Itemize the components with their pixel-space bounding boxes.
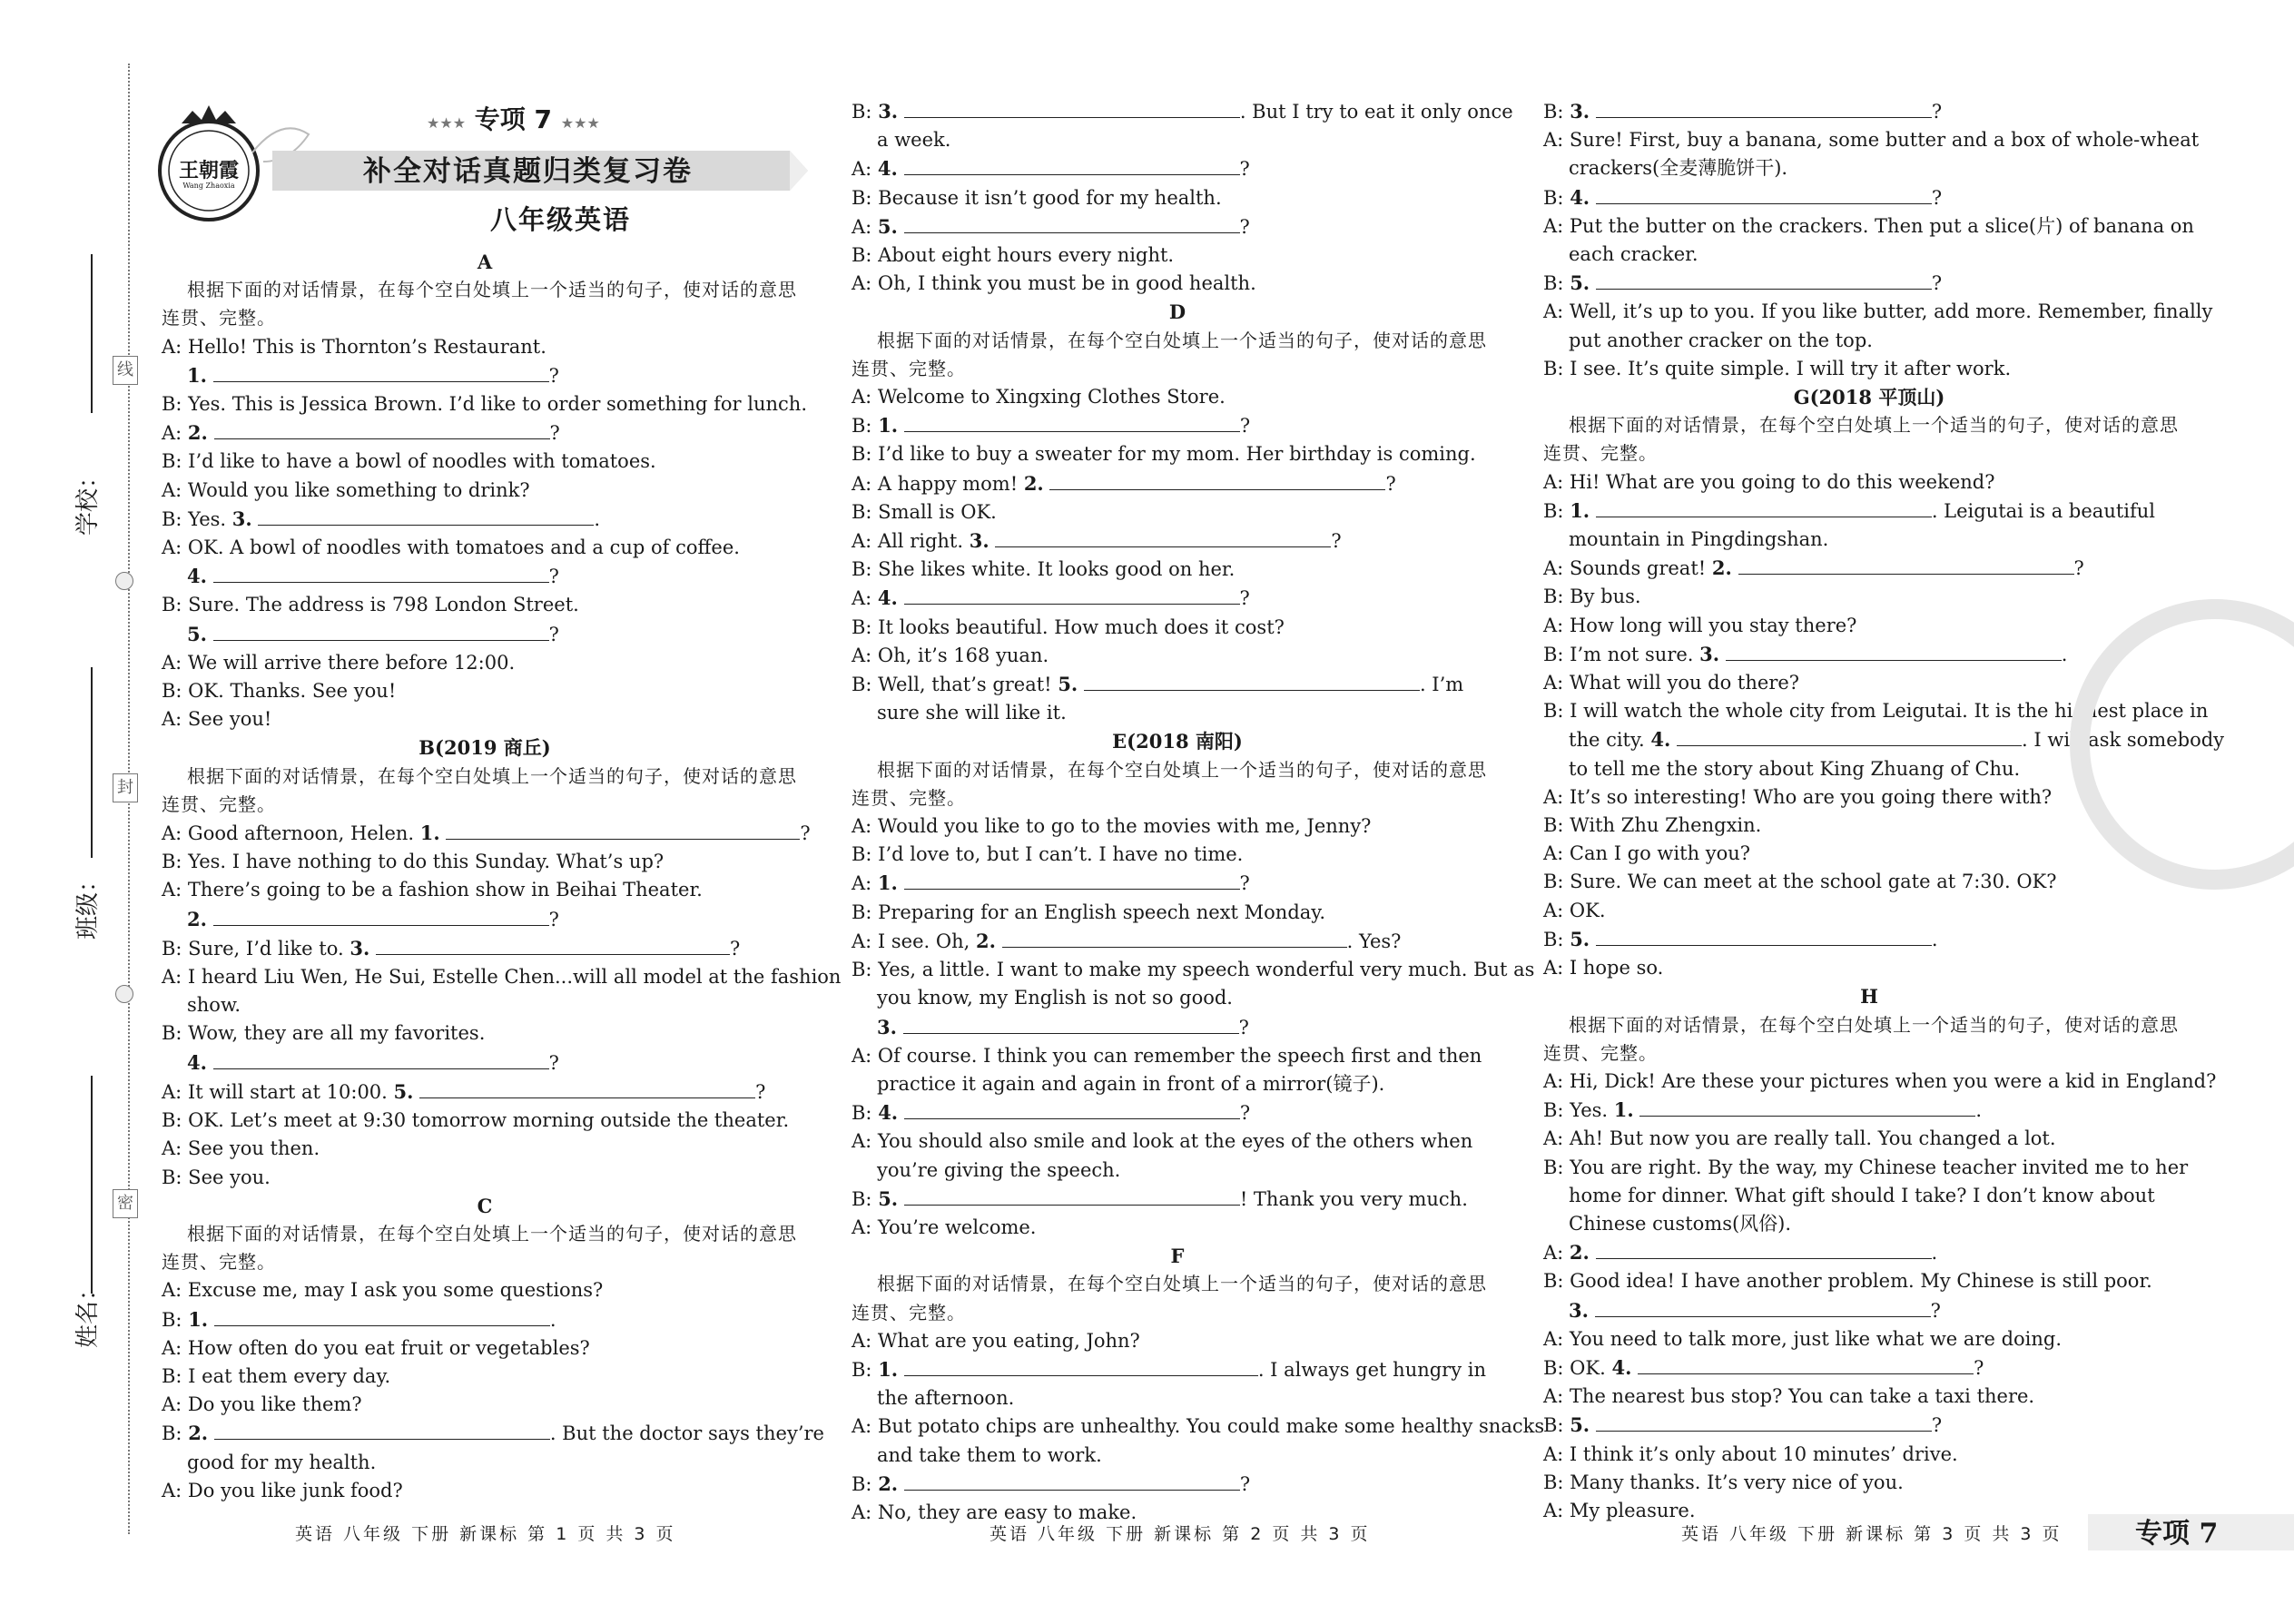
blank-line: B: Yes. 1. . xyxy=(1543,1096,2195,1125)
blank-line: B: 3. . But I try to eat it only once xyxy=(852,97,1503,126)
answer-blank[interactable] xyxy=(1596,1411,1932,1432)
dialog-line: B: Preparing for an English speech next Monday. xyxy=(852,901,1326,923)
dialog-line: A: Ah! But now you are really tall. You changed a lot. xyxy=(1543,1127,2056,1150)
blank-line: B: 3. ? xyxy=(1543,97,2195,126)
answer-blank[interactable] xyxy=(213,1048,549,1069)
dialog-line: A: Would you like something to drink? xyxy=(162,478,530,501)
answer-blank[interactable] xyxy=(214,418,550,439)
answer-blank[interactable] xyxy=(1596,97,1932,118)
dialog-line: A: Oh, it’s 168 yuan. xyxy=(852,644,1049,666)
dialog-line: A: I hope so. xyxy=(1543,957,1664,979)
section-h-label: H xyxy=(1860,985,1878,1009)
dialog-line: A: There’s going to be a fashion show in Beihai Theater. xyxy=(162,879,703,901)
blank-line: A: I see. Oh, 2. . Yes? xyxy=(852,927,1503,956)
blank-line: B: 5. ? xyxy=(1543,269,2195,298)
dialog-line: A: Of course. I think you can remember the speech first and then xyxy=(852,1044,1482,1067)
dialog-line: A: See you! xyxy=(162,708,272,731)
dialog-line: B: I see. It’s quite simple. I will try it after work. xyxy=(1543,357,2012,379)
instruction: 根据下面的对话情景，在每个空白处填上一个适当的句子，使对话的意思连贯、完整。 xyxy=(162,764,797,815)
footer-page-3: 英语 八年级 下册 新课标 第 3 页 共 3 页 xyxy=(1681,1524,2063,1544)
blank-line: A: 1. ? xyxy=(852,869,1503,898)
section-c-label: C xyxy=(477,1194,493,1217)
answer-blank[interactable] xyxy=(213,620,549,641)
dialog-line: B: Because it isn’t good for my health. xyxy=(852,186,1222,209)
answer-blank[interactable] xyxy=(904,1098,1240,1119)
blank-line: A: A happy mom! 2. ? xyxy=(852,469,1503,498)
answer-blank[interactable] xyxy=(1638,1353,1974,1374)
dialog-line: put another cracker on the top. xyxy=(1569,329,1873,351)
dialog-line: Chinese customs(风俗). xyxy=(1569,1212,1792,1235)
dialog-line: B: It looks beautiful. How much does it cost? xyxy=(852,615,1285,638)
column-1 xyxy=(162,248,842,1505)
blank-line: 3. ? xyxy=(852,1013,1503,1042)
answer-blank[interactable] xyxy=(1595,1296,1931,1317)
dialog-line: B: Yes. I have nothing to do this Sunday. What’s up? xyxy=(162,851,665,873)
answer-blank[interactable] xyxy=(1639,1096,1975,1117)
dialog-line: A: I think it’s only about 10 minutes’ drive. xyxy=(1543,1442,1958,1465)
blank-line: A: 5. ? xyxy=(852,212,1503,241)
blank-line: A: 4. ? xyxy=(852,154,1503,183)
dialog-line: A: Put the butter on the crackers. Then put a slice(片) of banana on xyxy=(1543,214,2194,237)
instruction: 根据下面的对话情景，在每个空白处填上一个适当的句子，使对话的意思连贯、完整。 xyxy=(852,758,1487,809)
dialog-line: sure she will like it. xyxy=(877,702,1067,724)
instruction: 根据下面的对话情景，在每个空白处填上一个适当的句子，使对话的意思连贯、完整。 xyxy=(852,1273,1487,1324)
blank-line: A: All right. 3. ? xyxy=(852,527,1503,556)
blank-line: B: 4. ? xyxy=(1543,183,2195,212)
dialog-line: show. xyxy=(187,994,241,1017)
instruction: 根据下面的对话情景，在每个空白处填上一个适当的句子，使对话的意思连贯、完整。 xyxy=(162,279,797,330)
dialog-line: a week. xyxy=(877,129,951,152)
blank-line: 3. ? xyxy=(1543,1296,2195,1325)
dialog-line: to tell me the story about King Zhuang of Chu. xyxy=(1569,757,2021,780)
blank-line: A: Good afternoon, Helen. 1. ? xyxy=(162,819,808,848)
blank-line: B: 1. . Leigutai is a beautiful xyxy=(1543,497,2195,526)
instruction: 根据下面的对话情景，在每个空白处填上一个适当的句子，使对话的意思连贯、完整。 xyxy=(162,1222,797,1274)
dialog-line: B: I’d like to buy a sweater for my mom. Her birthday is coming. xyxy=(852,443,1476,466)
dialog-line: A: What are you eating, John? xyxy=(852,1329,1140,1352)
answer-blank[interactable] xyxy=(1738,554,2074,575)
blank-line: B: Sure, I’d like to. 3. ? xyxy=(162,934,808,963)
binding-char-seal: 封 xyxy=(113,773,138,802)
dialog-line: A: Welcome to Xingxing Clothes Store. xyxy=(852,386,1226,408)
answer-blank[interactable] xyxy=(903,1013,1239,1034)
binding-strip xyxy=(0,0,163,1624)
class-label: 班级： xyxy=(74,868,102,940)
star-icon: ★★★ xyxy=(560,114,600,132)
series-label xyxy=(427,100,600,136)
page-header xyxy=(154,98,808,243)
dialog-line: and take them to work. xyxy=(877,1443,1102,1466)
dialog-line: B: I’d love to, but I can’t. I have no time. xyxy=(852,843,1244,866)
answer-blank[interactable] xyxy=(1726,640,2062,661)
answer-blank[interactable] xyxy=(904,584,1240,605)
answer-blank[interactable] xyxy=(213,562,549,583)
series-badge: 专项 7 xyxy=(2135,1518,2219,1550)
blank-line: A: 2. . xyxy=(1543,1238,2195,1267)
blank-line: B: 2. ? xyxy=(852,1470,1503,1499)
class-line xyxy=(91,667,93,858)
footer-page-2: 英语 八年级 下册 新课标 第 2 页 共 3 页 xyxy=(989,1524,1371,1544)
answer-blank[interactable] xyxy=(213,361,549,382)
dialog-line: B: Yes. This is Jessica Brown. I’d like to order something for lunch. xyxy=(162,393,807,416)
binding-char-secret: 密 xyxy=(113,1189,138,1218)
footer-page-1: 英语 八年级 下册 新课标 第 1 页 共 3 页 xyxy=(295,1524,676,1544)
blank-line: B: 5. . xyxy=(1543,925,2195,954)
dialog-line: A: You’re welcome. xyxy=(852,1216,1037,1238)
dialog-line: B: Many thanks. It’s very nice of you. xyxy=(1543,1471,1904,1493)
blank-line: the city. 4. . I will ask somebody xyxy=(1543,725,2195,754)
answer-blank[interactable] xyxy=(904,869,1240,890)
dialog-line: home for dinner. What gift should I take? I don’t know about xyxy=(1569,1184,2155,1206)
dialog-line: A: Oh, I think you must be in good health. xyxy=(852,272,1256,295)
dialog-line: A: Do you like junk food? xyxy=(162,1479,403,1501)
blank-line: A: 4. ? xyxy=(852,584,1503,613)
blank-line: B: 5. ? xyxy=(1543,1411,2195,1440)
answer-blank[interactable] xyxy=(1084,670,1420,691)
answer-blank[interactable] xyxy=(1596,269,1932,290)
blank-line: B: 2. . But the doctor says they’re xyxy=(162,1419,808,1448)
blank-line: B: Well, that’s great! 5. . I’m xyxy=(852,670,1503,699)
dialog-line: B: Wow, they are all my favorites. xyxy=(162,1022,486,1045)
dialog-line: A: How long will you stay there? xyxy=(1543,614,1857,636)
instruction: 根据下面的对话情景，在每个空白处填上一个适当的句子，使对话的意思连贯、完整。 xyxy=(852,329,1487,379)
dialog-line: A: Can I go with you? xyxy=(1543,842,1751,865)
logo-text: 王朝霞 xyxy=(178,159,239,182)
name-line xyxy=(91,1076,93,1294)
blank-line: B: 4. ? xyxy=(852,1098,1503,1127)
dialog-line: A: How often do you eat fruit or vegetables? xyxy=(162,1336,590,1359)
section-d-label: D xyxy=(1168,300,1186,324)
blank-line: 1. ? xyxy=(162,361,808,390)
dialog-line: A: I heard Liu Wen, He Sui, Estelle Chen...will all model at the fashion xyxy=(162,966,842,989)
dialog-line: you know, my English is not so good. xyxy=(877,987,1233,1009)
dialog-line: A: Hi, Dick! Are these your pictures when you were a kid in England? xyxy=(1543,1069,2217,1092)
dialog-line: B: You are right. By the way, my Chinese teacher invited me to her xyxy=(1543,1156,2189,1178)
answer-blank[interactable] xyxy=(1049,469,1385,490)
dialog-line: B: OK. Thanks. See you! xyxy=(162,680,397,703)
answer-blank[interactable] xyxy=(1596,497,1932,517)
dialog-line: A: My pleasure. xyxy=(1543,1499,1696,1521)
dialog-line: A: You need to talk more, just like what we are doing. xyxy=(1543,1327,2063,1350)
blank-line: 4. ? xyxy=(162,562,808,591)
star-icon: ★★★ xyxy=(427,114,467,132)
dialog-line: B: By bus. xyxy=(1543,586,1641,608)
dialog-line: crackers(全麦薄脆饼干). xyxy=(1569,157,1788,180)
dialog-line: A: The nearest bus stop? You can take a taxi there. xyxy=(1543,1385,2035,1408)
blank-line: B: Yes. 3. . xyxy=(162,505,808,534)
answer-blank[interactable] xyxy=(904,97,1240,118)
dialog-line: B: Good idea! I have another problem. My Chinese is still poor. xyxy=(1543,1270,2152,1293)
blank-line: B: I’m not sure. 3. . xyxy=(1543,640,2195,669)
binding-char-line: 线 xyxy=(113,356,138,385)
dialog-line: A: Hello! This is Thornton’s Restaurant. xyxy=(162,335,546,358)
dialog-line: good for my health. xyxy=(187,1451,377,1473)
instruction: 根据下面的对话情景，在每个空白处填上一个适当的句子，使对话的意思连贯、完整。 xyxy=(1543,414,2179,465)
answer-blank[interactable] xyxy=(995,527,1331,547)
dialog-line: A: OK. A bowl of noodles with tomatoes and a cup of coffee. xyxy=(162,536,740,559)
answer-blank[interactable] xyxy=(904,411,1240,432)
section-f-label: F xyxy=(1170,1245,1185,1268)
blank-line: B: 1. ? xyxy=(852,411,1503,440)
school-line xyxy=(91,254,93,413)
dialog-line: A: Hi! What are you going to do this weekend? xyxy=(1543,470,1995,493)
page-subtitle: 八年级英语 xyxy=(490,204,632,235)
answer-blank[interactable] xyxy=(376,934,730,955)
name-label: 姓名： xyxy=(74,1276,102,1348)
dialog-line: A: OK. xyxy=(1543,899,1606,921)
binding-hole xyxy=(115,985,133,1003)
dialog-line: practice it again and again in front of a mirror(镜子). xyxy=(877,1072,1385,1095)
dialog-line: A: But potato chips are unhealthy. You could make some healthy snacks xyxy=(852,1415,1545,1438)
blank-line: 5. ? xyxy=(162,620,808,649)
dialog-line: A: It’s so interesting! Who are you going there with? xyxy=(1543,785,2053,808)
dialog-line: A: Sure! First, buy a banana, some butter and a box of whole-wheat xyxy=(1543,129,2200,152)
answer-blank[interactable] xyxy=(1596,925,1932,946)
blank-line: B: 1. . I always get hungry in xyxy=(852,1355,1503,1384)
logo-small-text: Wang Zhaoxia xyxy=(182,182,235,190)
dialog-line: A: See you then. xyxy=(162,1137,320,1160)
blank-line: B: 5. ! Thank you very much. xyxy=(852,1185,1503,1214)
blank-line: B: 1. . xyxy=(162,1305,808,1334)
blank-line: A: Sounds great! 2. ? xyxy=(1543,554,2195,583)
dialog-line: A: What will you do there? xyxy=(1543,672,1800,694)
school-label: 学校： xyxy=(74,464,102,536)
dialog-line: B: Yes, a little. I want to make my speech wonderful very much. But as xyxy=(852,959,1535,981)
section-a-label: A xyxy=(477,251,493,273)
dialog-line: B: I’d like to have a bowl of noodles with tomatoes. xyxy=(162,450,656,473)
dialog-line: A: Do you like them? xyxy=(162,1393,362,1416)
dialog-line: A: Would you like to go to the movies with me, Jenny? xyxy=(852,815,1372,838)
dialog-line: A: Excuse me, may I ask you some questions? xyxy=(162,1279,604,1302)
series-text: 专项 7 xyxy=(474,104,553,134)
dialog-line: B: Sure. We can meet at the school gate at 7:30. OK? xyxy=(1543,871,2057,893)
blank-line: B: OK. 4. ? xyxy=(1543,1353,2195,1383)
answer-blank[interactable] xyxy=(213,905,549,926)
answer-blank[interactable] xyxy=(446,819,800,840)
dialog-line: B: With Zhu Zhengxin. xyxy=(1543,814,1762,837)
answer-blank[interactable] xyxy=(1596,1238,1932,1259)
instruction: 根据下面的对话情景，在每个空白处填上一个适当的句子，使对话的意思连贯、完整。 xyxy=(1543,1013,2179,1064)
dialog-line: B: I will watch the whole city from Leigutai. It is the highest place in xyxy=(1543,700,2209,723)
page-title: 补全对话真题归类复习卷 xyxy=(363,155,693,188)
answer-blank[interactable] xyxy=(258,505,594,526)
answer-blank[interactable] xyxy=(1002,927,1347,948)
dialog-line: you’re giving the speech. xyxy=(877,1158,1121,1181)
dialog-line: B: About eight hours every night. xyxy=(852,244,1175,267)
answer-blank[interactable] xyxy=(904,1355,1258,1376)
blank-line: 4. ? xyxy=(162,1048,808,1078)
answer-blank[interactable] xyxy=(904,1185,1240,1206)
answer-blank[interactable] xyxy=(214,1305,550,1326)
blank-line: A: 2. ? xyxy=(162,418,808,448)
answer-blank[interactable] xyxy=(1677,725,2022,746)
dialog-line: B: I eat them every day. xyxy=(162,1364,391,1387)
dialog-line: mountain in Pingdingshan. xyxy=(1569,528,1829,551)
dialog-line: A: Well, it’s up to you. If you like butter, add more. Remember, finally xyxy=(1543,300,2213,323)
blank-line: 2. ? xyxy=(162,905,808,934)
dialog-line: A: No, they are easy to make. xyxy=(852,1501,1137,1523)
section-e-label: E(2018 南阳) xyxy=(1112,730,1243,753)
dialog-line: B: Sure. The address is 798 London Street. xyxy=(162,594,579,616)
answer-blank[interactable] xyxy=(904,154,1240,175)
dialog-line: each cracker. xyxy=(1569,243,1698,266)
dialog-line: B: See you. xyxy=(162,1166,271,1188)
section-g-label: G(2018 平顶山) xyxy=(1793,386,1945,409)
dialog-line: the afternoon. xyxy=(877,1387,1015,1410)
answer-blank[interactable] xyxy=(214,1419,550,1440)
dialog-line: A: We will arrive there before 12:00. xyxy=(162,651,516,674)
section-b-label: B(2019 商丘) xyxy=(418,736,551,760)
answer-blank[interactable] xyxy=(1596,183,1932,204)
blank-line: A: It will start at 10:00. 5. ? xyxy=(162,1078,808,1107)
dialog-line: B: She likes white. It looks good on her. xyxy=(852,558,1236,581)
dialog-line: B: OK. Let’s meet at 9:30 tomorrow morning outside the theater. xyxy=(162,1109,790,1132)
column-2 xyxy=(852,97,1545,1527)
answer-blank[interactable] xyxy=(904,212,1240,233)
binding-hole xyxy=(115,572,133,590)
answer-blank[interactable] xyxy=(904,1470,1240,1491)
answer-blank[interactable] xyxy=(419,1078,755,1098)
dialog-line: B: Small is OK. xyxy=(852,500,997,523)
dialog-line: A: You should also smile and look at the eyes of the others when xyxy=(852,1130,1473,1153)
